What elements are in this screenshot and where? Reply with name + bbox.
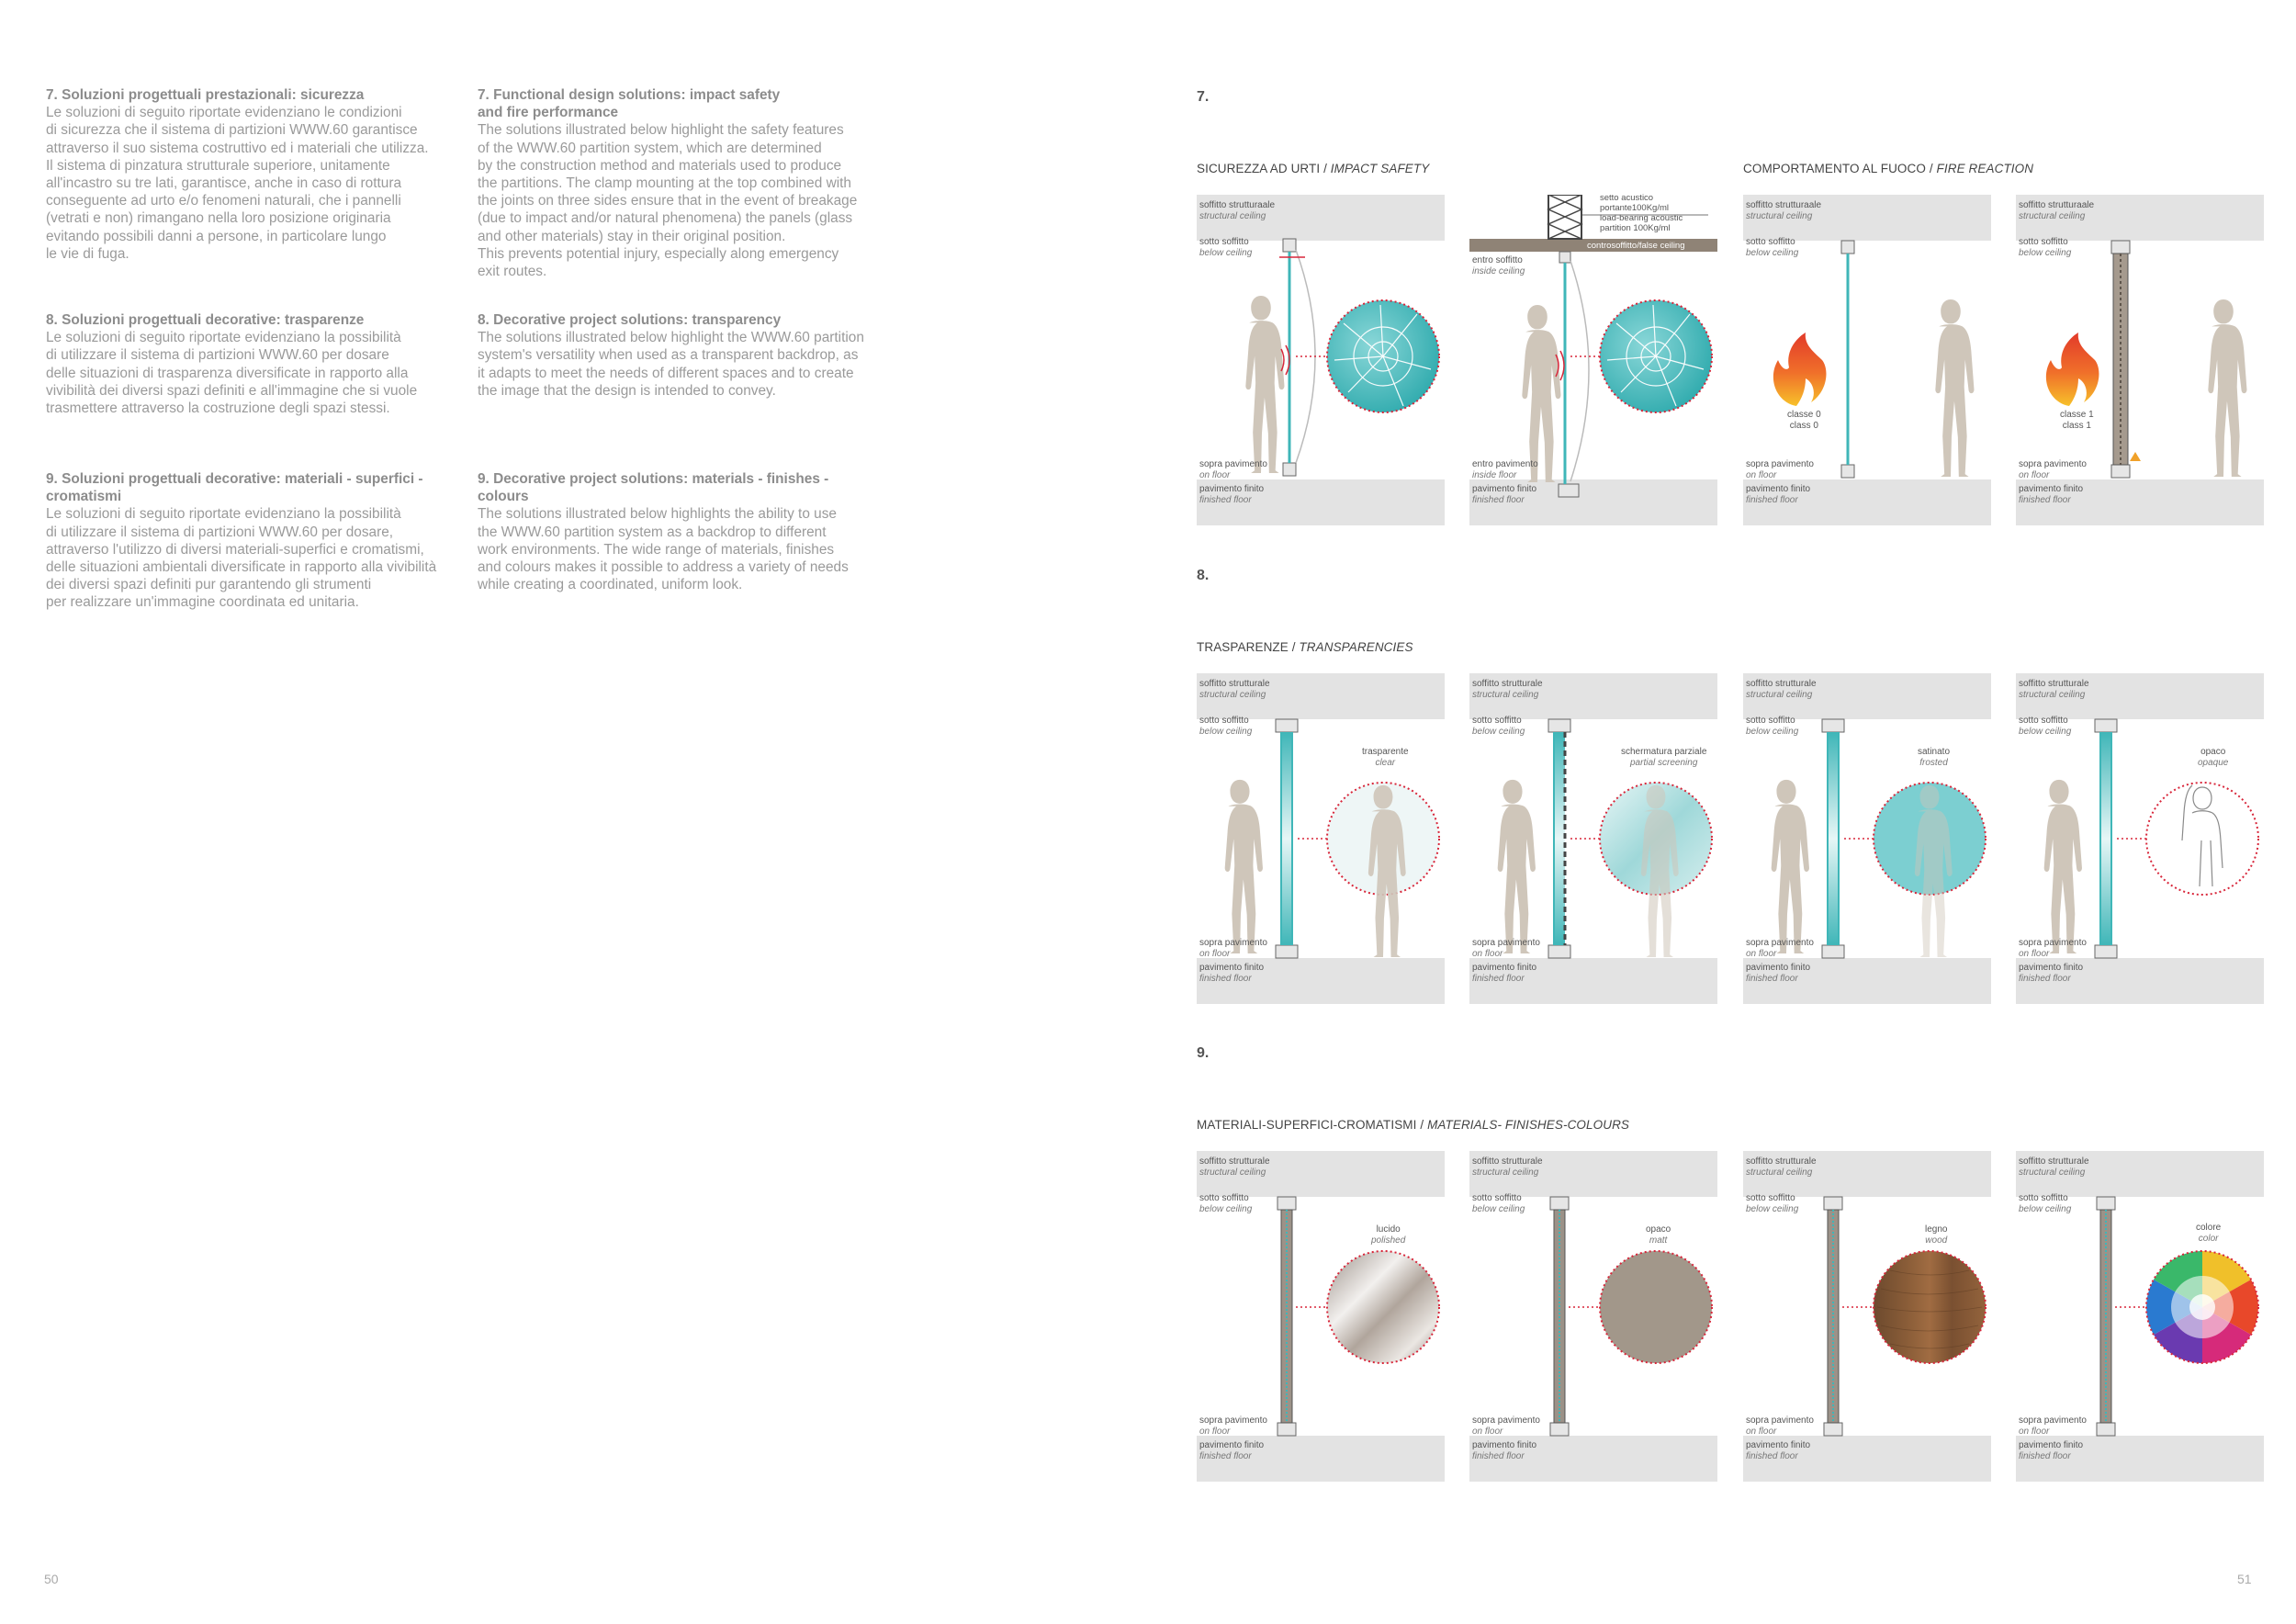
diagram-material-matt: opaco matt soffitto strutturale structural ceiling sotto soffitto below ceiling sopra pavimento on floor pavimento finito finished floor — [1469, 1151, 1717, 1482]
heading: 8. Soluzioni progettuali decorative: trasparenze — [46, 312, 365, 328]
person-silhouette — [1225, 780, 1263, 953]
heading: 9. Soluzioni progettuali decorative: materiali - superfici - cromatismi — [46, 471, 423, 505]
diagram-transparency-frosted: satinato frosted soffitto strutturale structural ceiling sotto soffitto below ceiling sopra pavimento on floor pavimento finito finished floor — [1743, 673, 1991, 1004]
bottom-clamp — [1283, 463, 1296, 476]
section-9-en — [478, 470, 849, 593]
fire-class-label: classe 0 class 0 — [1787, 410, 1821, 431]
person-silhouette — [1245, 296, 1284, 473]
section-number-8: 8. — [1197, 568, 1210, 583]
diagram-transparency-partial: schermatura parziale partial screening soffitto strutturale structural ceiling sotto soffitto below ceiling sopra pavimento on floor pavimento finito finished floor — [1469, 673, 1717, 1004]
paragraph: The solutions illustrated below highlights the ability to use the WWW.60 partition system as a backdrop to different work environments. The wide range of materials, finishes and colours makes it possible to address a variety of needs while creating a coordinated, uniform look. — [478, 506, 849, 593]
label-structural-ceiling: soffitto strutturaale structural ceiling — [1199, 200, 1276, 221]
heading: 7. Soluzioni progettuali prestazionali: sicurezza — [46, 87, 365, 103]
false-ceiling-label: controsoffitto/false ceiling — [1587, 241, 1685, 251]
section-number-9: 9. — [1197, 1045, 1210, 1061]
top-clamp — [1283, 239, 1296, 252]
label-below-ceiling: sotto soffitto below ceiling — [1746, 237, 1799, 258]
paragraph: The solutions illustrated below highlight the safety features of the WWW.60 partition system, which are determined by the construction method and materials used to produce the partitions. The clamp mounting at the top combined with the joints on three sides ensure that in the event of breakage (due to impact and/or natural phenomena) the panels (glass and other materials) stay in their original position. This prevents potential injury, especially along emergency exit routes. — [478, 122, 858, 280]
color-wheel-icon — [2146, 1251, 2258, 1363]
flame-icon — [1773, 333, 1827, 406]
finish-label: legno wood — [1925, 1224, 1948, 1246]
diagram-impact-2 — [1469, 195, 1717, 525]
label-on-floor: sopra pavimento on floor — [1199, 459, 1267, 480]
heading: 9. Decorative project solutions: materials - finishes - colours — [478, 471, 829, 505]
label-below-ceiling: sotto soffitto below ceiling — [1199, 237, 1253, 258]
heading: 8. Decorative project solutions: transparency — [478, 312, 782, 328]
finish-swatch-circle — [1600, 1251, 1712, 1363]
finish-label: opaco matt — [1646, 1224, 1671, 1246]
label-finished-floor: pavimento finito finished floor — [1199, 484, 1265, 505]
person-silhouette — [2208, 299, 2246, 477]
paragraph: Le soluzioni di seguito riportate evidenziano la possibilità di utilizzare il sistema di partizioni WWW.60 per dosare delle situazioni di trasparenza diversificate in rapporto alla vivibilità dei diversi spazi definiti e all'immagine che si vuole trasmettere attraverso la costruzione degli spazi stessi. — [46, 330, 418, 417]
finish-swatch-circle — [1874, 1251, 1986, 1363]
glass-panel — [1554, 732, 1565, 945]
diagram-impact-1 — [1197, 195, 1445, 525]
label-inside-floor: entro pavimento inside floor — [1472, 459, 1538, 480]
finish-label: lucido polished — [1371, 1224, 1406, 1246]
diagram-transparency-clear: trasparente clear soffitto strutturale structural ceiling sotto soffitto below ceiling sopra pavimento on floor pavimento finito finished floor — [1197, 673, 1445, 1004]
diagram-material-wood: legno wood soffitto strutturale structural ceiling sotto soffitto below ceiling sopra pavimento on floor pavimento finito finished floor — [1743, 1151, 1991, 1482]
label-on-floor: sopra pavimento on floor — [2019, 459, 2087, 480]
finish-label: opaco opaque — [2198, 747, 2229, 768]
section-9-it — [46, 470, 436, 612]
page-number-right: 51 — [2237, 1572, 2252, 1586]
diagram-fire-class-1 — [2016, 195, 2264, 525]
person-silhouette — [1935, 299, 1974, 477]
label-structural-ceiling: soffitto strutturaale structural ceiling — [2019, 200, 2095, 221]
finish-label: colore color — [2196, 1223, 2222, 1244]
acoustic-partition-note: setto acustico portante100Kg/ml load-bearing acoustic partition 100Kg/ml — [1600, 193, 1683, 233]
paragraph: The solutions illustrated below highlight the WWW.60 partition system's versatility when used as a transparent backdrop, as it adapts to meet the needs of different spaces and to create the image that the design is intended to convey. — [478, 330, 864, 399]
label-finished-floor: pavimento finito finished floor — [1472, 484, 1537, 505]
finish-label: trasparente clear — [1362, 747, 1409, 768]
glass-panel — [1828, 732, 1839, 945]
diagram-transparency-opaque: opaco opaque soffitto strutturale structural ceiling sotto soffitto below ceiling sopra pavimento on floor pavimento finito finished floor — [2016, 673, 2264, 1004]
page-number-left: 50 — [44, 1572, 59, 1586]
person-silhouette — [1498, 780, 1536, 953]
paragraph: Le soluzioni di seguito riportate evidenziano le condizioni di sicurezza che il sistema di partizioni WWW.60 garantisce attraverso il suo sistema costruttivo ed i materiali che utilizza. Il sistema di pinzatura strutturale superiore, unitamente all'incastro su tre lati, garantisce, anche in caso di rottura conseguente ad urto e/o fenomeni naturali, che i pannelli (vetrati e non) rimangano nella loro posizione originaria evitando possibili danni a persone, in particolare lungo le vie di fuga. — [46, 105, 429, 262]
finish-label: satinato frosted — [1918, 747, 1951, 768]
label-structural-ceiling: soffitto strutturaale structural ceiling — [1746, 200, 1822, 221]
paragraph: Le soluzioni di seguito riportate evidenziano la possibilità di utilizzare il sistema di partizioni WWW.60 per dosare, attraverso l'utilizzo di diversi materiali-superfici e cromatismi, delle situazioni ambientali diversificate in rapporto alla vivibilità dei diversi spazi definiti pur garantendo gli strumenti per realizzare un'immagine coordinata ed unitaria. — [46, 506, 437, 611]
diagram-material-polished: lucido polished soffitto strutturale structural ceiling sotto soffitto below ceiling sopra pavimento on floor pavimento finito finished floor — [1197, 1151, 1445, 1482]
section-title-transparencies: TRASPARENZE / TRANSPARENCIES — [1197, 640, 1413, 654]
glass-panel — [2100, 732, 2111, 945]
section-title-materials: MATERIALI-SUPERFICI-CROMATISMI / MATERIALS- FINISHES-COLOURS — [1197, 1118, 1630, 1132]
diagram-material-color: colore color soffitto strutturale structural ceiling sotto soffitto below ceiling sopra pavimento on floor pavimento finito finished floor — [2016, 1151, 2264, 1482]
person-silhouette — [2044, 780, 2082, 953]
section-number-7: 7. — [1197, 89, 1210, 105]
fire-class-label: classe 1 class 1 — [2060, 410, 2094, 431]
diagram-fire-class-0 — [1743, 195, 1991, 525]
label-inside-ceiling: entro soffitto inside ceiling — [1472, 255, 1525, 276]
section-7-it — [46, 86, 429, 263]
section-title-impact-safety: SICUREZZA AD URTI / IMPACT SAFETY — [1197, 162, 1430, 175]
finish-label: schermatura parziale partial screening — [1621, 747, 1707, 768]
section-8-en — [478, 311, 864, 400]
label-on-floor: sopra pavimento on floor — [1746, 459, 1814, 480]
detail-circle — [2146, 783, 2258, 895]
glass-panel — [1281, 732, 1292, 945]
person-silhouette — [1772, 780, 1809, 953]
finish-swatch-circle — [1327, 1251, 1439, 1363]
person-silhouette — [1522, 305, 1560, 482]
flame-icon — [2046, 333, 2099, 406]
label-finished-floor: pavimento finito finished floor — [2019, 484, 2084, 505]
label-below-ceiling: sotto soffitto below ceiling — [2019, 237, 2072, 258]
heading: 7. Functional design solutions: impact safety and fire performance — [478, 87, 781, 121]
section-title-fire-reaction: COMPORTAMENTO AL FUOCO / FIRE REACTION — [1743, 162, 2034, 175]
section-8-it — [46, 311, 417, 417]
section-7-en — [478, 86, 857, 280]
label-finished-floor: pavimento finito finished floor — [1746, 484, 1811, 505]
